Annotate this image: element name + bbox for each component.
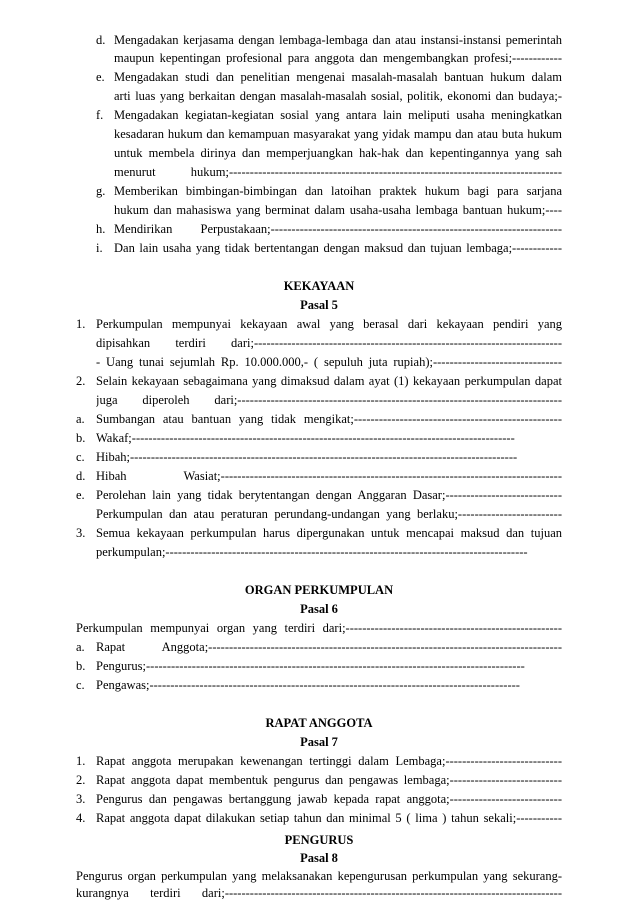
item-g-line-2: hukum dan mahasiswa yang berminat dalam usaha-usaha lembaga bantuan hukum;----	[114, 203, 562, 217]
item-marker: 3.	[76, 792, 86, 806]
item-marker: c.	[76, 450, 85, 464]
pasal-8-line-2: kurangnya terdiri dari;---------------------------------------------------------------------------------	[76, 886, 562, 900]
pasal-6-intro: Perkumpulan mempunyai organ yang terdiri dari;----------------------------------------------------	[76, 621, 562, 635]
section-title-organ: ORGAN PERKUMPULAN	[244, 583, 394, 597]
pasal-6-item-b: Pengurus;-------------------------------------------------------------------------------------------	[96, 659, 525, 673]
pasal-7-heading: Pasal 7	[300, 735, 338, 749]
item-marker: a.	[76, 640, 85, 654]
pasal-5-item-e-line-1: Perolehan lain yang tidak berytentangan dengan Anggaran Dasar;----------------------------	[96, 488, 562, 502]
pasal-5-item-2-line-2: juga diperoleh dari;------------------------------------------------------------------------------	[96, 393, 562, 407]
pasal-5-item-3-line-1: Semua kekayaan perkumpulan harus dipergunakan untuk mencapai maksud dan tujuan	[96, 526, 562, 540]
pasal-5-item-b: Wakaf;--------------------------------------------------------------------------------------------	[96, 431, 515, 445]
pasal-5-item-a: Sumbangan atau bantuan yang tidak mengikat;--------------------------------------------------	[96, 412, 562, 426]
pasal-5-item-2-line-1: Selain kekayaan sebagaimana yang dimaksud dalam ayat (1) kekayaan perkumpulan dapat	[96, 374, 562, 388]
item-i-line-1: Dan lain usaha yang tidak bertentangan dengan maksud dan tujuan lembaga;------------	[114, 241, 562, 255]
item-f-line-4: menurut hukum;--------------------------------------------------------------------------------	[114, 165, 562, 179]
item-marker: 4.	[76, 811, 86, 825]
item-d-line-2: maupun kepentingan profesional para anggota dan mengembangkan profesi;------------	[114, 51, 562, 65]
pasal-5-item-1-line-3: - Uang tunai sejumlah Rp. 10.000.000,- ( sepuluh juta rupiah);-------------------------------	[96, 355, 562, 369]
item-marker: e.	[96, 70, 105, 84]
pasal-5-item-1-line-2: dipisahkan terdiri dari;--------------------------------------------------------------------------	[96, 336, 562, 350]
section-title-pengurus: PENGURUS	[284, 833, 354, 847]
item-marker: b.	[76, 431, 86, 445]
item-h-line-1: Mendirikan Perpustakaan;----------------------------------------------------------------------	[114, 222, 562, 236]
section-title-rapat-anggota: RAPAT ANGGOTA	[265, 716, 373, 730]
item-marker: f.	[96, 108, 104, 122]
pasal-6-item-c: Pengawas;-----------------------------------------------------------------------------------------	[96, 678, 520, 692]
pasal-5-item-1-line-1: Perkumpulan mempunyai kekayaan awal yang berasal dari kekayaan pendiri yang	[96, 317, 562, 331]
pasal-6-heading: Pasal 6	[300, 602, 338, 616]
item-f-line-3: untuk membela dirinya dan memperjuangkan hak-hak dan kepentingannya yang sah	[114, 146, 562, 160]
pasal-5-item-d: Hibah Wasiat;----------------------------------------------------------------------------------	[96, 469, 562, 483]
item-d-line-1: Mengadakan kerjasama dengan lembaga-lembaga dan atau instansi-instansi pemerintah	[114, 33, 562, 47]
item-marker: b.	[76, 659, 86, 673]
item-marker: g.	[96, 184, 106, 198]
item-e-line-1: Mengadakan studi dan penelitian mengenai masalah-masalah bantuan hukum dalam	[114, 70, 562, 84]
item-marker: e.	[76, 488, 85, 502]
pasal-8-line-1: Pengurus organ perkumpulan yang melaksanakan kepengurusan perkumpulan yang sekurang-	[76, 869, 562, 883]
pasal-5-item-c: Hibah;---------------------------------------------------------------------------------------------	[96, 450, 518, 464]
item-marker: c.	[76, 678, 85, 692]
pasal-8-heading: Pasal 8	[300, 851, 338, 865]
pasal-5-item-e-line-2: Perkumpulan dan atau peraturan perundang-undangan yang berlaku;-------------------------	[96, 507, 562, 521]
item-marker: 2.	[76, 773, 86, 787]
item-marker: 2.	[76, 374, 86, 388]
item-marker: d.	[96, 33, 106, 47]
pasal-7-item-1: Rapat anggota merupakan kewenangan tertinggi dalam Lembaga;----------------------------	[96, 754, 562, 768]
item-marker: 3.	[76, 526, 86, 540]
item-marker: 1.	[76, 754, 86, 768]
section-title-kekayaan: KEKAYAAN	[283, 279, 355, 293]
item-f-line-2: kesadaran hukum dan kemampuan masyarakat yang yidak mampu dan atau buta hukum	[114, 127, 562, 141]
item-marker: d.	[76, 469, 86, 483]
item-f-line-1: Mengadakan kegiatan-kegiatan sosial yang antara lain meliputi usaha meningkatkan	[114, 108, 562, 122]
item-marker: 1.	[76, 317, 86, 331]
item-e-line-2: arti luas yang berkaitan dengan masalah-masalah sosial, politik, ekonomi dan budaya;-	[114, 89, 562, 103]
pasal-7-item-2: Rapat anggota dapat membentuk pengurus dan pengawas lembaga;---------------------------	[96, 773, 562, 787]
item-g-line-1: Memberikan bimbingan-bimbingan dan latoihan praktek hukum bagi para sarjana	[114, 184, 562, 198]
pasal-6-item-a: Rapat Anggota;-------------------------------------------------------------------------------------	[96, 640, 562, 654]
item-marker: h.	[96, 222, 106, 236]
item-marker: i.	[96, 241, 103, 255]
pasal-7-item-4: Rapat anggota dapat dilakukan setiap tahun dan minimal 5 ( lima ) tahun sekali;-----------	[96, 811, 562, 825]
item-marker: a.	[76, 412, 85, 426]
pasal-7-item-3: Pengurus dan pengawas bertanggung jawab kepada rapat anggota;---------------------------	[96, 792, 562, 806]
pasal-5-item-3-line-2: perkumpulan;---------------------------------------------------------------------------------------	[96, 545, 528, 559]
pasal-5-heading: Pasal 5	[300, 298, 338, 312]
